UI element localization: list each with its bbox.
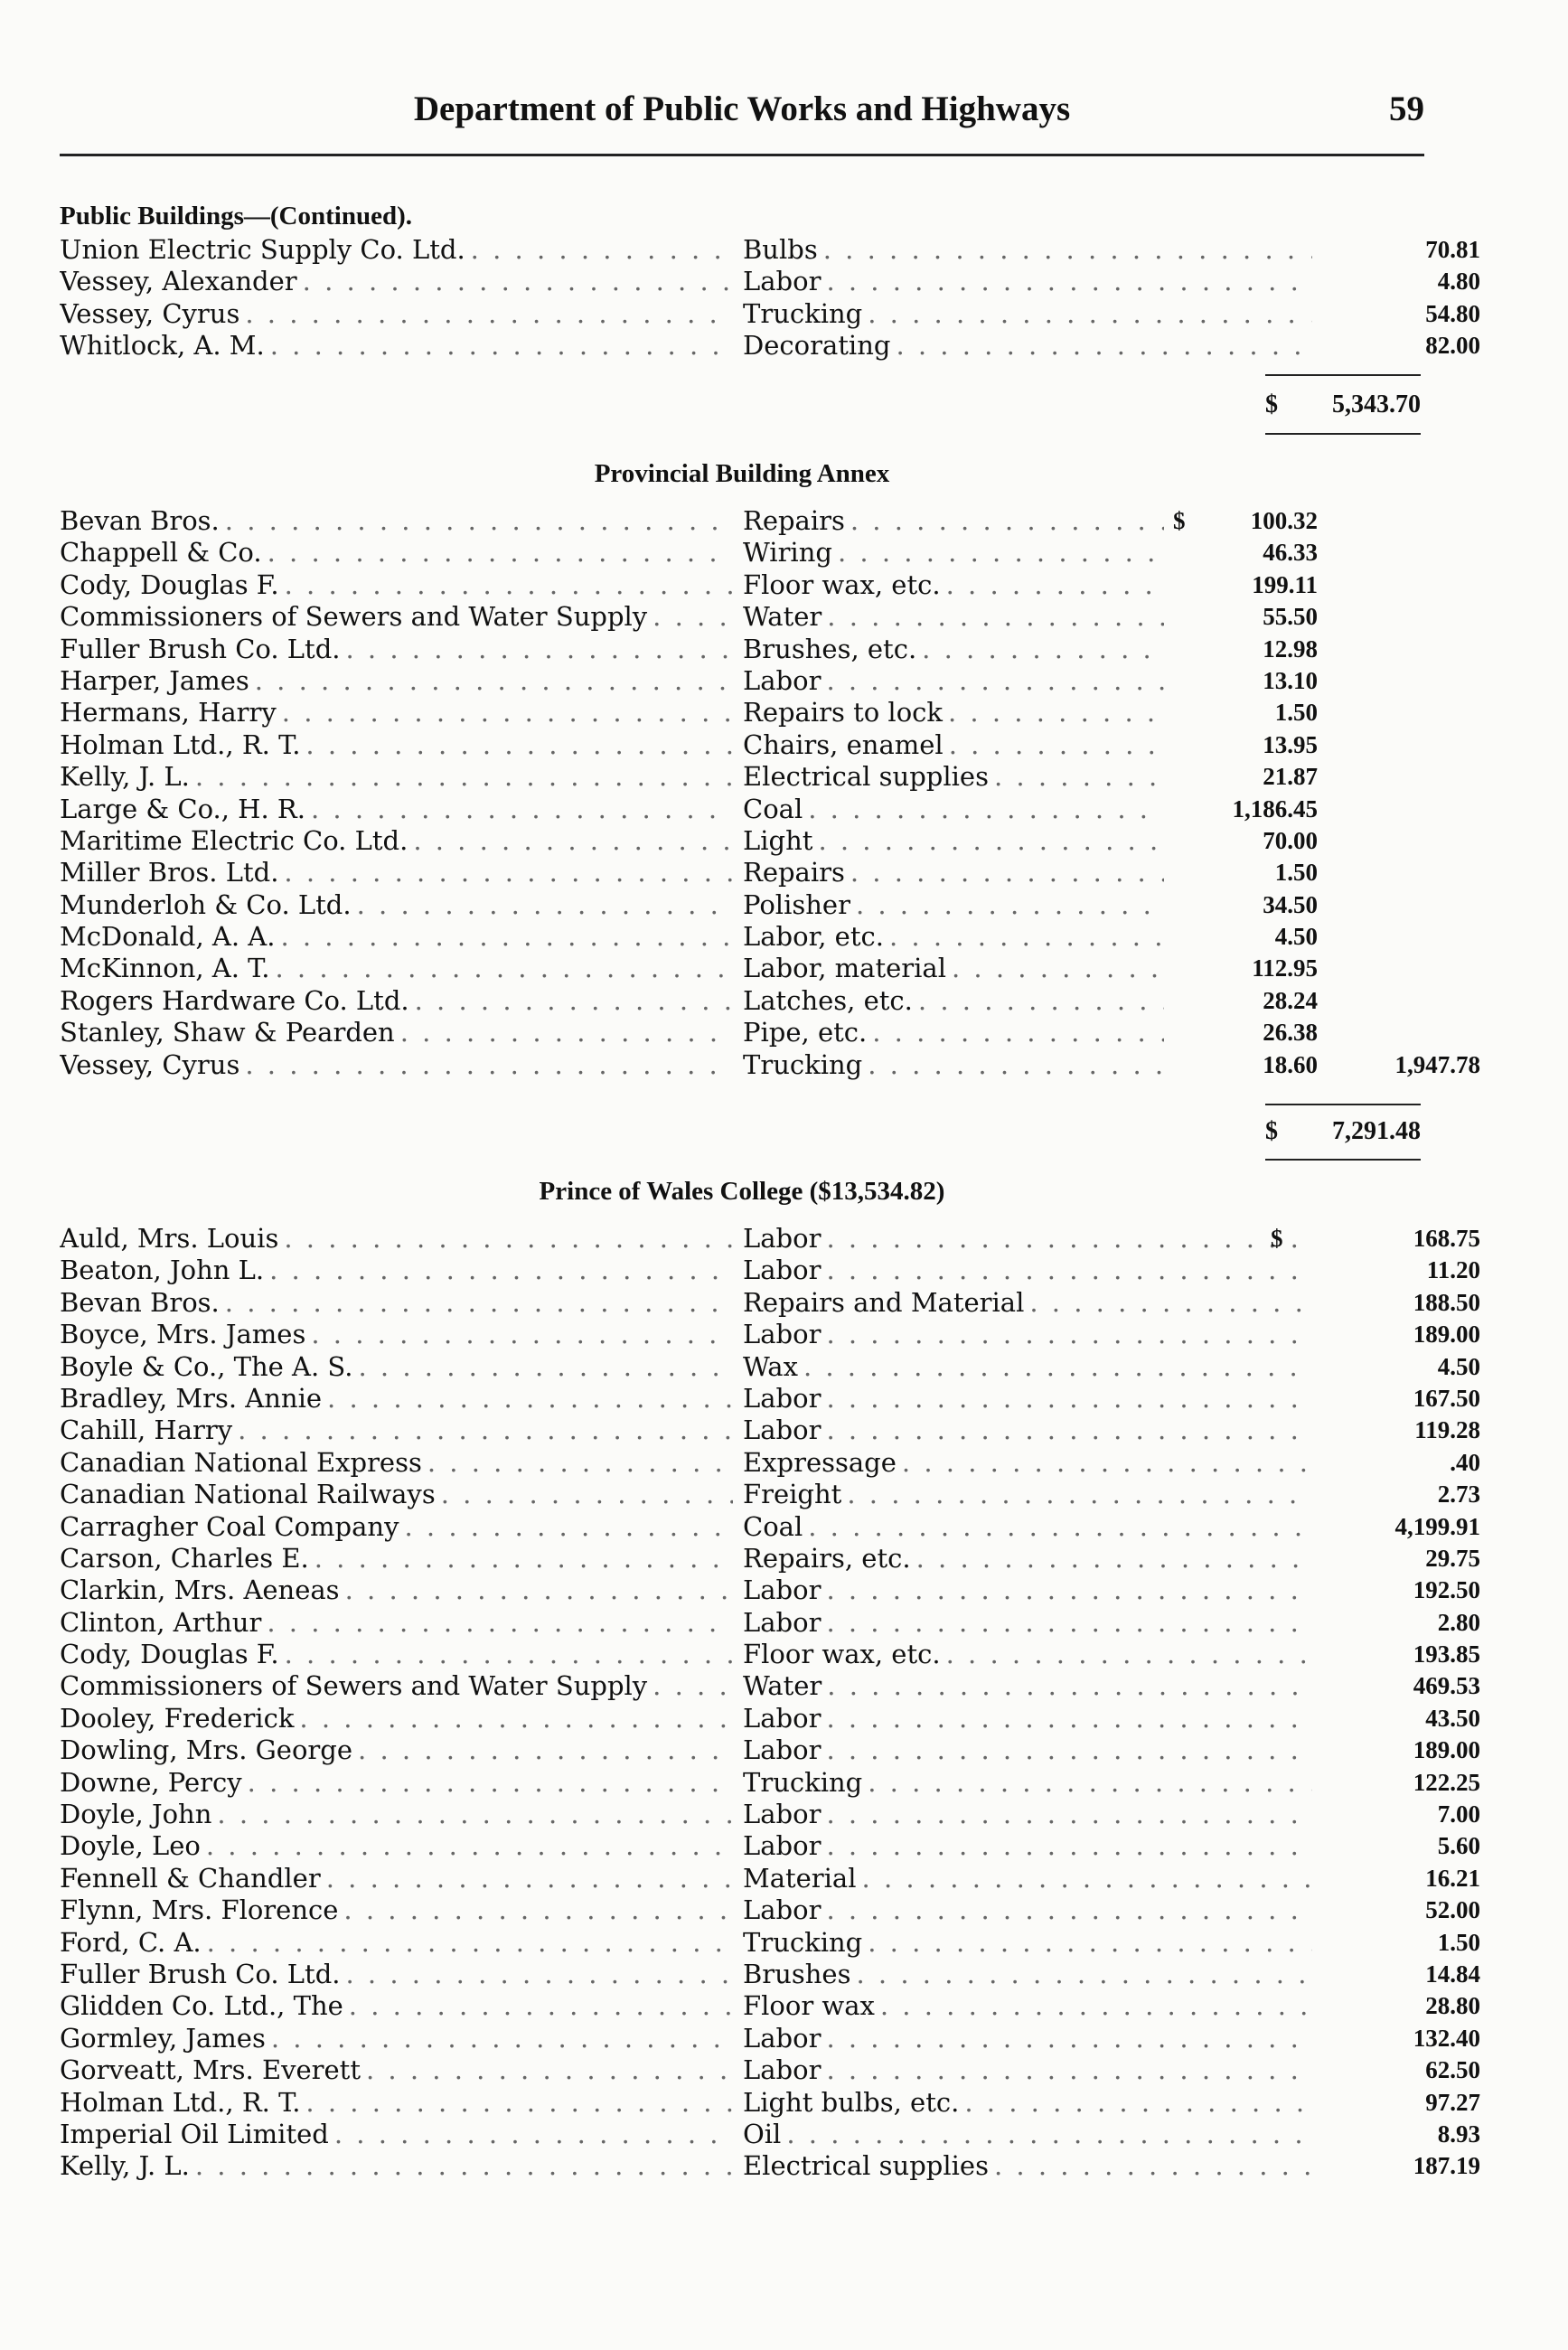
expense-purpose: Freight (743, 1479, 842, 1510)
expense-purpose: Polisher (743, 888, 850, 920)
payee-name: McDonald, A. A. (60, 921, 276, 953)
expense-amount: 469.53 (1413, 1672, 1480, 1700)
expense-amount: 1,186.45 (1232, 794, 1318, 822)
expense-purpose: Expressage (743, 1446, 897, 1478)
payee-name: Vessey, Alexander (60, 266, 297, 297)
ledger-row (60, 665, 1424, 697)
expense-amount: 132.40 (1413, 2024, 1480, 2052)
expense-purpose: Electrical supplies (743, 761, 989, 793)
public-buildings-total (1265, 387, 1421, 423)
section-subtotal: 1,947.78 (1394, 1050, 1480, 1078)
expense-purpose: Decorating (743, 330, 891, 362)
expense-purpose: Light bulbs, etc. (743, 2086, 960, 2118)
ledger-row (60, 729, 1424, 761)
expense-amount: 167.50 (1413, 1384, 1480, 1412)
ledger-row (60, 1542, 1480, 1574)
expense-amount: 28.24 (1263, 986, 1318, 1014)
payee-name: Commissioners of Sewers and Water Supply (60, 1670, 648, 1702)
expense-amount: 70.00 (1263, 826, 1318, 854)
currency-symbol: $ (1173, 507, 1186, 534)
expense-amount: 2.80 (1437, 1608, 1480, 1636)
ledger-row (60, 2022, 1480, 2054)
expense-amount: 4.50 (1437, 1352, 1480, 1380)
expense-purpose: Labor (743, 1606, 822, 1638)
ledger-row (60, 1799, 1480, 1830)
expense-purpose: Floor wax, etc. (743, 569, 941, 600)
ledger-row (60, 1479, 1480, 1510)
expense-purpose: Trucking (743, 1048, 863, 1080)
payee-name: Whitlock, A. M. (60, 330, 265, 362)
expense-purpose: Labor (743, 1799, 822, 1830)
expense-purpose: Repairs (743, 505, 845, 536)
expense-purpose: Repairs (743, 857, 845, 888)
expense-amount: 97.27 (1425, 2088, 1480, 2116)
expense-amount: 29.75 (1425, 1544, 1480, 1572)
ledger-row (60, 953, 1424, 984)
expense-amount: 5.60 (1437, 1832, 1480, 1860)
expense-amount: 188.50 (1413, 1288, 1480, 1316)
ledger-row (60, 601, 1424, 633)
payee-name: Dowling, Mrs. George (60, 1734, 353, 1766)
expense-amount: 13.10 (1263, 666, 1318, 694)
expense-amount: 18.60 (1263, 1050, 1318, 1078)
expense-purpose: Material (743, 1862, 857, 1894)
total-amount: 7,291.48 (1332, 1117, 1421, 1145)
ledger-row (60, 697, 1424, 728)
expense-amount: .40 (1450, 1448, 1480, 1476)
currency-symbol: $ (1265, 1117, 1278, 1145)
sum-rule (1265, 1104, 1421, 1105)
public-buildings-entries (60, 234, 1480, 362)
expense-purpose: Floor wax, etc. (743, 1639, 941, 1670)
ledger-row (60, 1319, 1480, 1350)
expense-purpose: Pipe, etc. (743, 1017, 868, 1048)
ledger-row (60, 921, 1424, 953)
expense-purpose: Labor (743, 2054, 822, 2086)
ledger-row (60, 1223, 1480, 1255)
payee-name: Fuller Brush Co. Ltd. (60, 1958, 341, 1989)
payee-name: Bevan Bros. (60, 505, 220, 536)
expense-purpose: Latches, etc. (743, 984, 913, 1016)
ledger-row (60, 1830, 1480, 1862)
ledger-row (60, 1017, 1424, 1048)
ledger-row (60, 297, 1480, 330)
payee-name: Flynn, Mrs. Florence (60, 1894, 339, 1926)
expense-purpose: Labor (743, 1319, 822, 1350)
payee-name: Maritime Electric Co. Ltd. (60, 824, 408, 856)
ledger-row (60, 1446, 1480, 1479)
section-title-annex: Provincial Building Annex (594, 459, 890, 488)
payee-name: Munderloh & Co. Ltd. (60, 888, 352, 920)
section-title-public-buildings: Public Buildings—(Continued). (60, 202, 412, 230)
expense-amount: 7.00 (1437, 1800, 1480, 1828)
payee-name: Union Electric Supply Co. Ltd. (60, 234, 465, 265)
expense-amount: 16.21 (1425, 1864, 1480, 1892)
payee-name: Dooley, Frederick (60, 1702, 295, 1734)
payee-name: Boyle & Co., The A. S. (60, 1350, 353, 1382)
payee-name: Carragher Coal Company (60, 1510, 399, 1542)
expense-purpose: Trucking (743, 1926, 863, 1958)
expense-amount: 119.28 (1414, 1416, 1480, 1444)
expense-purpose: Chairs, enamel (743, 728, 944, 760)
ledger-row (60, 985, 1424, 1017)
page-title: Department of Public Works and Highways (413, 89, 1071, 128)
expense-purpose: Electrical supplies (743, 2150, 989, 2182)
ledger-row (60, 1255, 1480, 1286)
expense-amount: 189.00 (1413, 1736, 1480, 1764)
payee-name: Bevan Bros. (60, 1286, 220, 1318)
payee-name: Imperial Oil Limited (60, 2118, 329, 2149)
expense-amount: 26.38 (1263, 1019, 1318, 1047)
expense-purpose: Labor (743, 2022, 822, 2054)
expense-purpose: Labor (743, 1574, 822, 1606)
sum-rule (1265, 433, 1421, 435)
ledger-row (60, 505, 1424, 537)
ledger-row (60, 1574, 1480, 1606)
ledger-row (60, 330, 1480, 362)
expense-amount: 43.50 (1425, 1704, 1480, 1732)
expense-amount: 34.50 (1263, 890, 1318, 918)
payee-name: Holman Ltd., R. T. (60, 2086, 301, 2118)
payee-name: Vessey, Cyrus (60, 1048, 240, 1080)
ledger-row (60, 1382, 1480, 1415)
payee-name: Carson, Charles E. (60, 1542, 309, 1574)
payee-name: McKinnon, A. T. (60, 953, 270, 984)
expense-amount: 13.95 (1263, 730, 1318, 758)
ledger-row (60, 1958, 1480, 1990)
ledger-row (60, 1990, 1480, 2022)
section-title-college: Prince of Wales College ($13,534.82) (539, 1177, 945, 1206)
expense-amount: 12.98 (1263, 634, 1318, 663)
expense-purpose: Brushes (743, 1958, 851, 1989)
payee-name: Doyle, Leo (60, 1830, 201, 1862)
ledger-row (60, 2118, 1480, 2150)
payee-name: Fuller Brush Co. Ltd. (60, 633, 341, 664)
ledger-row (60, 1702, 1480, 1734)
expense-purpose: Labor (743, 266, 822, 297)
ledger-row (60, 889, 1424, 921)
expense-purpose: Labor (743, 664, 822, 696)
payee-name: Bradley, Mrs. Annie (60, 1382, 323, 1414)
payee-name: Doyle, John (60, 1799, 212, 1830)
payee-name: Gormley, James (60, 2022, 266, 2054)
expense-purpose: Labor (743, 1894, 822, 1926)
expense-purpose: Labor (743, 1734, 822, 1766)
ledger-row (60, 1670, 1480, 1702)
expense-amount: 199.11 (1252, 570, 1318, 598)
expense-amount: 187.19 (1413, 2152, 1480, 2180)
payee-name: Kelly, J. L. (60, 2150, 190, 2182)
expense-amount: 122.25 (1413, 1768, 1480, 1796)
expense-purpose: Labor (743, 1415, 822, 1446)
ledger-row (60, 857, 1424, 888)
ledger-row (60, 1639, 1480, 1670)
ledger-row (60, 2054, 1480, 2086)
expense-purpose: Trucking (743, 1766, 863, 1798)
payee-name: Harper, James (60, 664, 249, 696)
payee-name: Miller Bros. Ltd. (60, 857, 279, 888)
expense-amount: 100.32 (1250, 507, 1318, 534)
payee-name: Downe, Percy (60, 1766, 242, 1798)
ledger-row (60, 1606, 1480, 1639)
ledger-row (60, 1734, 1480, 1766)
payee-name: Cody, Douglas F. (60, 569, 279, 600)
ledger-row (60, 2150, 1480, 2182)
ledger-row (60, 634, 1424, 665)
expense-purpose: Repairs to lock (743, 697, 943, 728)
page-number: 59 (1389, 89, 1424, 128)
expense-amount: 189.00 (1413, 1321, 1480, 1349)
expense-amount: 192.50 (1413, 1576, 1480, 1604)
expense-amount: 2.73 (1437, 1480, 1480, 1509)
expense-purpose: Labor (743, 1830, 822, 1862)
header-rule (60, 154, 1424, 156)
expense-amount: 4.80 (1437, 268, 1480, 296)
expense-amount: 168.75 (1413, 1225, 1480, 1252)
expense-amount: 11.20 (1426, 1256, 1480, 1284)
annex-entries (60, 505, 1480, 1081)
expense-amount: 14.84 (1425, 1960, 1480, 1988)
payee-name: Boyce, Mrs. James (60, 1319, 306, 1350)
expense-purpose: Repairs, etc. (743, 1542, 911, 1574)
ledger-row (60, 234, 1480, 266)
expense-purpose: Wax (743, 1350, 798, 1382)
payee-name: Holman Ltd., R. T. (60, 728, 301, 760)
ledger-row (60, 1286, 1480, 1319)
expense-purpose: Coal (743, 1510, 803, 1542)
expense-amount: 4,199.91 (1394, 1512, 1480, 1540)
expense-purpose: Repairs and Material (743, 1286, 1025, 1318)
payee-name: Glidden Co. Ltd., The (60, 1990, 343, 2022)
expense-purpose: Water (743, 1670, 822, 1702)
expense-amount: 28.80 (1425, 1992, 1480, 2020)
expense-purpose: Water (743, 601, 822, 633)
expense-purpose: Brushes, etc. (743, 633, 917, 664)
running-head (60, 89, 1424, 143)
expense-amount: 193.85 (1413, 1640, 1480, 1668)
payee-name: Ford, C. A. (60, 1926, 202, 1958)
payee-name: Auld, Mrs. Louis (60, 1223, 279, 1254)
payee-name: Commissioners of Sewers and Water Supply (60, 601, 648, 633)
expense-amount: 4.50 (1274, 923, 1318, 951)
payee-name: Canadian National Railways (60, 1479, 436, 1510)
ledger-row (60, 2086, 1480, 2119)
sum-rule (1265, 1159, 1421, 1161)
expense-amount: 46.33 (1263, 539, 1318, 567)
total-amount: 5,343.70 (1332, 390, 1421, 418)
expense-amount: 62.50 (1425, 2056, 1480, 2084)
expense-purpose: Labor, material (743, 953, 946, 984)
expense-purpose: Light (743, 824, 813, 856)
college-entries (60, 1223, 1480, 2183)
expense-amount: 82.00 (1425, 332, 1480, 360)
currency-symbol: $ (1265, 390, 1278, 418)
ledger-row (60, 1510, 1480, 1543)
expense-purpose: Labor, etc. (743, 921, 884, 953)
ledger-row (60, 1415, 1480, 1446)
payee-name: Cody, Douglas F. (60, 1639, 279, 1670)
expense-amount: 21.87 (1263, 763, 1318, 791)
payee-name: Clinton, Arthur (60, 1606, 262, 1638)
ledger-row (60, 537, 1424, 569)
payee-name: Cahill, Harry (60, 1415, 233, 1446)
expense-purpose: Oil (743, 2118, 782, 2149)
expense-amount: 8.93 (1437, 2120, 1480, 2148)
ledger-row (60, 569, 1424, 601)
payee-name: Beaton, John L. (60, 1255, 265, 1286)
expense-purpose: Wiring (743, 537, 832, 569)
payee-name: Chappell & Co. (60, 537, 262, 569)
payee-name: Gorveatt, Mrs. Everett (60, 2054, 361, 2086)
expense-amount: 1.50 (1274, 699, 1318, 727)
payee-name: Clarkin, Mrs. Aeneas (60, 1574, 340, 1606)
ledger-row (60, 1862, 1480, 1894)
ledger-row (60, 1926, 1480, 1959)
payee-name: Canadian National Express (60, 1446, 422, 1478)
expense-purpose: Floor wax (743, 1990, 875, 2022)
expense-amount: 1.50 (1274, 859, 1318, 887)
ledger-row (60, 1894, 1480, 1926)
running-total (1265, 1114, 1421, 1150)
ledger-row (60, 761, 1424, 793)
payee-name: Kelly, J. L. (60, 761, 190, 793)
payee-name: Hermans, Harry (60, 697, 277, 728)
ledger-row (60, 825, 1424, 857)
expense-purpose: Coal (743, 793, 803, 824)
payee-name: Stanley, Shaw & Pearden (60, 1017, 395, 1048)
payee-name: Fennell & Chandler (60, 1862, 321, 1894)
expense-amount: 54.80 (1425, 299, 1480, 327)
expense-purpose: Labor (743, 1382, 822, 1414)
expense-amount: 70.81 (1425, 236, 1480, 263)
ledger-row (60, 1350, 1480, 1383)
expense-purpose: Bulbs (743, 234, 818, 265)
payee-name: Rogers Hardware Co. Ltd. (60, 984, 409, 1016)
expense-amount: 1.50 (1437, 1928, 1480, 1956)
expense-purpose: Trucking (743, 297, 863, 329)
expense-amount: 112.95 (1252, 954, 1318, 982)
currency-symbol: $ (1271, 1225, 1283, 1252)
expense-amount: 55.50 (1263, 603, 1318, 631)
ledger-row (60, 1766, 1480, 1799)
expense-purpose: Labor (743, 1702, 822, 1734)
expense-purpose: Labor (743, 1255, 822, 1286)
payee-name: Large & Co., H. R. (60, 793, 305, 824)
payee-name: Vessey, Cyrus (60, 297, 240, 329)
ledger-row (60, 794, 1424, 825)
ledger-row (60, 1048, 1480, 1081)
sum-rule (1265, 374, 1421, 376)
expense-amount: 52.00 (1425, 1896, 1480, 1924)
expense-purpose: Labor (743, 1223, 822, 1254)
ledger-row (60, 266, 1480, 297)
